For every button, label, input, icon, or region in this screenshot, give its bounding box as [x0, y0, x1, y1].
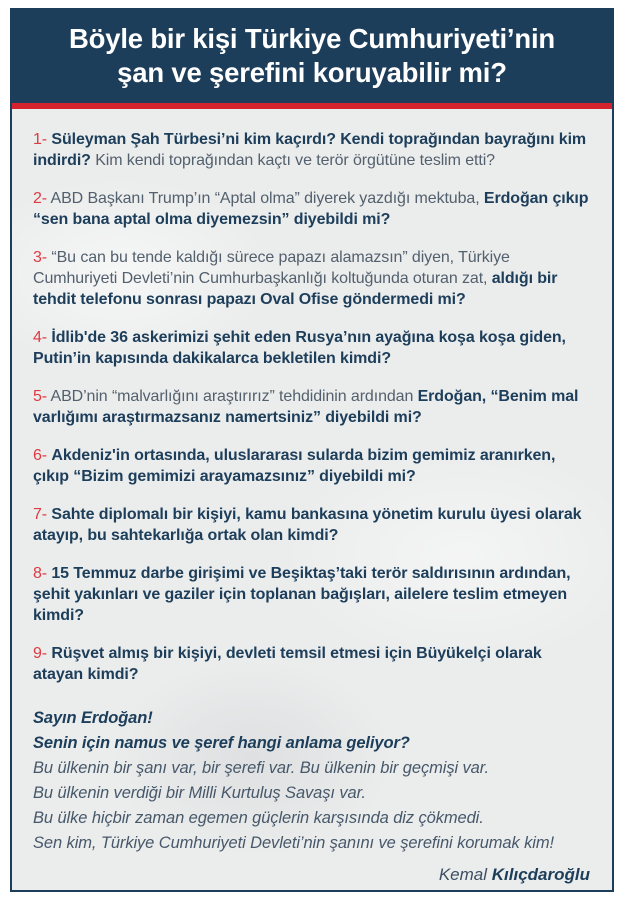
question-text-segment: Akdeniz'in ortasında, uluslararası sularda bizim gemimiz aranırken, çıkıp “Bizim gemimizi arayamazsınız” diyebildi mi? [33, 447, 556, 485]
poster-header [12, 10, 612, 103]
question-text-segment: Süleyman Şah Türbesi’ni kim kaçırdı? Kendi toprağından bayrağını kim indirdi? [33, 131, 587, 169]
closing-line: Senin için namus ve şeref hangi anlama geliyor? [33, 734, 410, 752]
question-number: 7- [33, 506, 52, 523]
question-number: 2- [33, 190, 51, 207]
question-number: 8- [33, 565, 52, 582]
question-number: 5- [33, 388, 51, 405]
question-text-segment: Erdoğan çıkıp “sen bana aptal olma diyemezsin” diyebildi mi? [33, 190, 589, 228]
question-list [33, 129, 591, 685]
question-text-segment: Sahte diplomalı bir kişiyi, kamu bankasına yönetim kurulu üyesi olarak atayıp, bu sahtekarlığa ortak olan kimdi? [33, 506, 582, 544]
question-text-segment: İdlib'de 36 askerimizi şehit eden Rusya’nın ayağına koşa koşa giden, Putin’in kapısında dakikalarca bekletilen kimdi? [33, 329, 566, 367]
question-text-segment: Rüşvet almış bir kişiyi, devleti temsil etmesi için Büyükelçi olarak atayan kimdi? [33, 645, 542, 683]
closing-line: Bu ülke hiçbir zaman egemen güçlerin karşısında diz çökmedi. [33, 809, 484, 827]
closing-block [33, 706, 591, 856]
poster-content [12, 109, 612, 890]
question-item [33, 563, 591, 626]
question-item [33, 643, 591, 685]
header-title-line2: şan ve şerefini koruyabilir mi? [117, 57, 507, 88]
question-item [33, 327, 591, 369]
question-number: 3- [33, 249, 52, 266]
signature [33, 865, 591, 885]
closing-line: Sen kim, Türkiye Cumhuriyeti Devleti’nin şanını ve şerefini korumak kim! [33, 834, 554, 852]
header-title-line1: Böyle bir kişi Türkiye Cumhuriyeti’nin [69, 23, 555, 54]
question-text-segment: aldığı bir tehdit telefonu sonrası papazı Oval Ofise göndermedi mi? [33, 270, 558, 308]
question-text-segment: ABD Başkanı Trump’ın “Aptal olma” diyerek yazdığı mektuba, [50, 190, 480, 207]
question-number: 1- [33, 131, 52, 148]
signature-first-name: Kemal [438, 865, 492, 884]
question-item [33, 129, 591, 171]
question-item [33, 247, 591, 310]
question-text-segment: ABD’nin “malvarlığını araştırırız” tehdidinin ardından [50, 388, 414, 405]
closing-line: Bu ülkenin verdiği bir Milli Kurtuluş Savaşı var. [33, 784, 366, 802]
poster-sheet [10, 8, 614, 892]
question-item [33, 504, 591, 546]
question-number: 4- [33, 329, 52, 346]
closing-line: Sayın Erdoğan! [33, 709, 153, 727]
question-number: 9- [33, 645, 52, 662]
question-text-segment: Erdoğan, “Benim mal varlığımı araştırmazsanız namertsiniz” diyebildi mi? [33, 388, 579, 426]
question-text-segment: 15 Temmuz darbe girişimi ve Beşiktaş’taki terör saldırısının ardından, şehit yakınları ve gaziler için toplanan bağışları, ailelere teslim etmeyen kimdi? [33, 565, 571, 624]
question-item [33, 445, 591, 487]
question-item [33, 188, 591, 230]
closing-line: Bu ülkenin bir şanı var, bir şerefi var. Bu ülkenin bir geçmişi var. [33, 759, 490, 777]
question-item [33, 386, 591, 428]
signature-last-name: Kılıçdaroğlu [491, 865, 590, 884]
question-text-segment: “Bu can bu tende kaldığı sürece papazı alamazsın” diyen, Türkiye Cumhuriyeti Devleti’nin Cumhurbaşkanlığı koltuğunda oturan zat, [33, 249, 510, 287]
question-text-segment: Kim kendi toprağından kaçtı ve terör örgütüne teslim etti? [90, 152, 495, 169]
question-number: 6- [33, 447, 52, 464]
